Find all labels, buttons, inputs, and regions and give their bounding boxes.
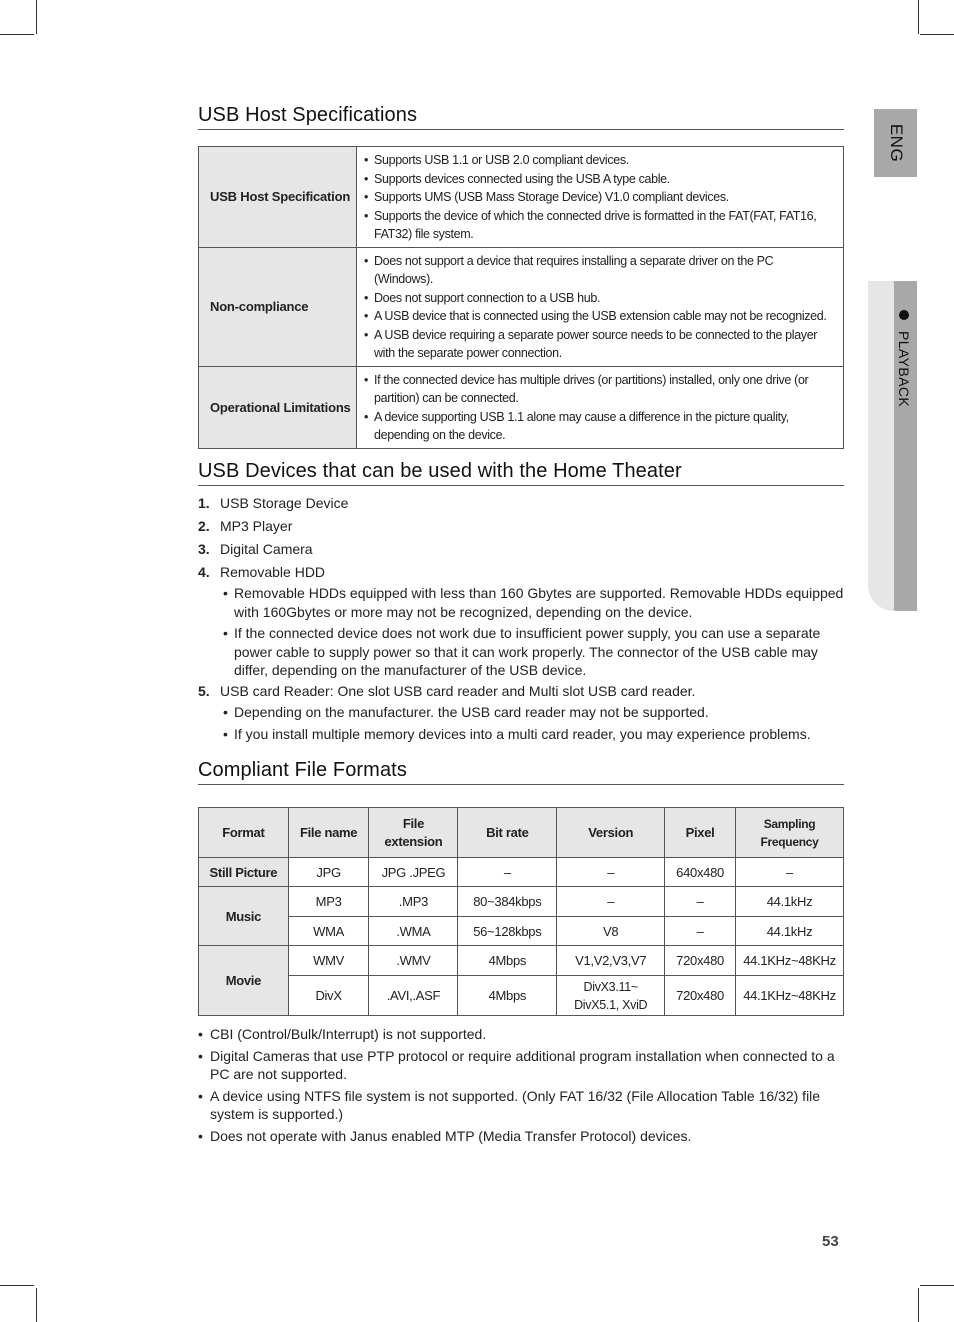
device-subitem (198, 703, 844, 722)
spec-row (199, 366, 844, 448)
spec-bullet: • Supports UMS (USB Mass Storage Device) V1.0 compliant devices. (374, 188, 835, 207)
device-subitem (198, 624, 844, 680)
spec-bullet: • Supports the device of which the connected drive is formatted in the FAT(FAT, FAT16, FAT32) file system. (374, 207, 835, 244)
bullet-icon: • (198, 1026, 203, 1042)
spec-row (199, 147, 844, 248)
spec-label: Operational Limitations (199, 366, 357, 448)
formats-table (198, 807, 844, 1016)
formats-cell: V8 (557, 917, 665, 946)
crop-mark (920, 34, 954, 35)
formats-group-cell: Still Picture (199, 858, 289, 887)
formats-cell: 720x480 (665, 946, 736, 976)
device-text: Removable HDD (220, 563, 326, 580)
crop-mark (920, 1285, 954, 1286)
bullet-icon: • (223, 625, 228, 641)
device-subitem-text: If you install multiple memory devices into a multi card reader, you may experience problems. (234, 725, 811, 742)
device-item (198, 682, 844, 701)
bullet-icon: • (223, 725, 228, 742)
note-item (198, 1127, 844, 1146)
bullet-icon: • (198, 1127, 203, 1144)
spec-bullet: • Does not support connection to a USB hub. (374, 289, 835, 308)
formats-cell: WMA (288, 917, 369, 946)
note-text: Digital Cameras that use PTP protocol or require additional program installation when connected to a PC are not supported. (210, 1047, 835, 1082)
spec-text (357, 247, 844, 366)
device-item (198, 517, 844, 536)
formats-cell: 4Mbps (458, 976, 557, 1016)
formats-cell: 44.1KHz~48KHz (736, 976, 844, 1016)
crop-mark (918, 1288, 919, 1322)
formats-cell: 80~384kbps (458, 887, 557, 917)
device-item (198, 563, 844, 582)
formats-cell: – (665, 887, 736, 917)
formats-cell: DivX (288, 976, 369, 1016)
formats-cell: 44.1kHz (736, 887, 844, 917)
formats-cell: .MP3 (369, 887, 458, 917)
devices-list (198, 494, 844, 744)
formats-header-cell: Version (557, 808, 665, 858)
formats-cell: – (557, 858, 665, 887)
bullet-icon (899, 310, 909, 320)
formats-header-cell: Sampling Frequency (736, 808, 844, 858)
formats-cell: .WMV (369, 946, 458, 976)
note-item (198, 1047, 844, 1084)
spec-bullet: • A USB device requiring a separate power source needs to be connected to the player with the separate power connection. (374, 326, 835, 363)
formats-cell: JPG (288, 858, 369, 887)
formats-cell: JPG .JPEG (369, 858, 458, 887)
device-item (198, 494, 844, 513)
device-subitem (198, 725, 844, 744)
device-number: 5. (198, 682, 210, 699)
note-item (198, 1087, 844, 1124)
formats-cell: MP3 (288, 887, 369, 917)
formats-row (199, 976, 844, 1016)
device-text: MP3 Player (220, 517, 293, 534)
formats-header-cell: Pixel (665, 808, 736, 858)
bullet-icon: • (198, 1087, 203, 1104)
section-tab-label (896, 310, 912, 407)
device-subitem-text: Removable HDDs equipped with less than 160 Gbytes are supported. Removable HDDs equipped with 160Gbytes or more may not be recognized, depending on the device. (234, 585, 844, 620)
note-text: A device using NTFS file system is not supported. (Only FAT 16/32 (File Allocation Table 16/32) file system is supported.) (210, 1087, 821, 1122)
formats-group-cell: Movie (199, 946, 289, 1016)
device-text: Digital Camera (220, 540, 313, 557)
device-number: 1. (198, 494, 210, 511)
formats-cell: 44.1kHz (736, 917, 844, 946)
formats-title: Compliant File Formats (198, 759, 844, 785)
section-tab-text: PLAYBACK (896, 331, 912, 408)
language-tab (874, 109, 917, 177)
device-number: 4. (198, 563, 210, 580)
spec-text (357, 147, 844, 248)
device-text: USB card Reader: One slot USB card reader and Multi slot USB card reader. (220, 682, 696, 699)
page-number: 53 (822, 1233, 839, 1250)
bullet-icon: • (198, 1047, 203, 1064)
spec-bullet: • A device supporting USB 1.1 alone may cause a difference in the picture quality, depending on the device. (374, 408, 835, 445)
note-text: Does not operate with Janus enabled MTP (Media Transfer Protocol) devices. (210, 1127, 692, 1144)
device-item (198, 540, 844, 559)
formats-row (199, 917, 844, 946)
formats-cell: .WMA (369, 917, 458, 946)
formats-header-cell: Bit rate (458, 808, 557, 858)
spec-row (199, 247, 844, 366)
spec-bullet: • Supports devices connected using the USB A type cable. (374, 170, 835, 189)
page-content (198, 104, 844, 1148)
formats-group-cell: Music (199, 887, 289, 946)
language-tab-label: ENG (886, 123, 906, 163)
formats-header-row (199, 808, 844, 858)
formats-cell: 640x480 (665, 858, 736, 887)
formats-cell: V1,V2,V3,V7 (557, 946, 665, 976)
formats-cell: 720x480 (665, 976, 736, 1016)
crop-mark (918, 0, 919, 34)
formats-cell: – (665, 917, 736, 946)
device-text: USB Storage Device (220, 494, 349, 511)
spec-label: USB Host Specification (199, 147, 357, 248)
formats-cell: – (557, 887, 665, 917)
section-tab (868, 281, 917, 611)
bullet-icon: • (223, 704, 228, 720)
formats-cell: – (458, 858, 557, 887)
note-text: CBI (Control/Bulk/Interrupt) is not supported. (210, 1026, 487, 1042)
formats-row (199, 946, 844, 976)
device-number: 2. (198, 517, 210, 534)
device-number: 3. (198, 540, 210, 557)
crop-mark (0, 1285, 34, 1286)
formats-cell: 4Mbps (458, 946, 557, 976)
formats-header-cell: File name (288, 808, 369, 858)
formats-header-cell: File extension (369, 808, 458, 858)
crop-mark (36, 0, 37, 34)
device-subitem (198, 584, 844, 621)
formats-cell: .AVI,.ASF (369, 976, 458, 1016)
spec-bullet: • Does not support a device that requires installing a separate driver on the PC (Windows). (374, 252, 835, 289)
spec-bullet: • If the connected device has multiple drives (or partitions) installed, only one drive (or partition) can be connected. (374, 371, 835, 408)
formats-cell: 56~128kbps (458, 917, 557, 946)
device-subitem-text: If the connected device does not work due to insufficient power supply, you can use a separate power cable to supply power so that it can work properly. The connector of the USB cable may differ, depending on the manufacturer of the USB device. (234, 625, 821, 678)
formats-row (199, 887, 844, 917)
notes-list (198, 1025, 844, 1145)
host-spec-title: USB Host Specifications (198, 104, 844, 130)
section-tab-inner (868, 281, 894, 611)
formats-cell: 44.1KHz~48KHz (736, 946, 844, 976)
spec-bullet: • A USB device that is connected using the USB extension cable may not be recognized. (374, 307, 835, 326)
bullet-icon: • (223, 585, 228, 601)
devices-title: USB Devices that can be used with the Home Theater (198, 460, 844, 486)
note-item (198, 1025, 844, 1044)
spec-bullet: • Supports USB 1.1 or USB 2.0 compliant devices. (374, 151, 835, 170)
crop-mark (36, 1288, 37, 1322)
crop-mark (0, 34, 34, 35)
device-subitem-text: Depending on the manufacturer. the USB card reader may not be supported. (234, 704, 709, 720)
host-spec-table (198, 146, 844, 449)
spec-text (357, 366, 844, 448)
formats-cell: – (736, 858, 844, 887)
formats-row (199, 858, 844, 887)
spec-label: Non-compliance (199, 247, 357, 366)
formats-header-cell: Format (199, 808, 289, 858)
formats-cell: WMV (288, 946, 369, 976)
formats-cell: DivX3.11~ DivX5.1, XviD (557, 976, 665, 1016)
